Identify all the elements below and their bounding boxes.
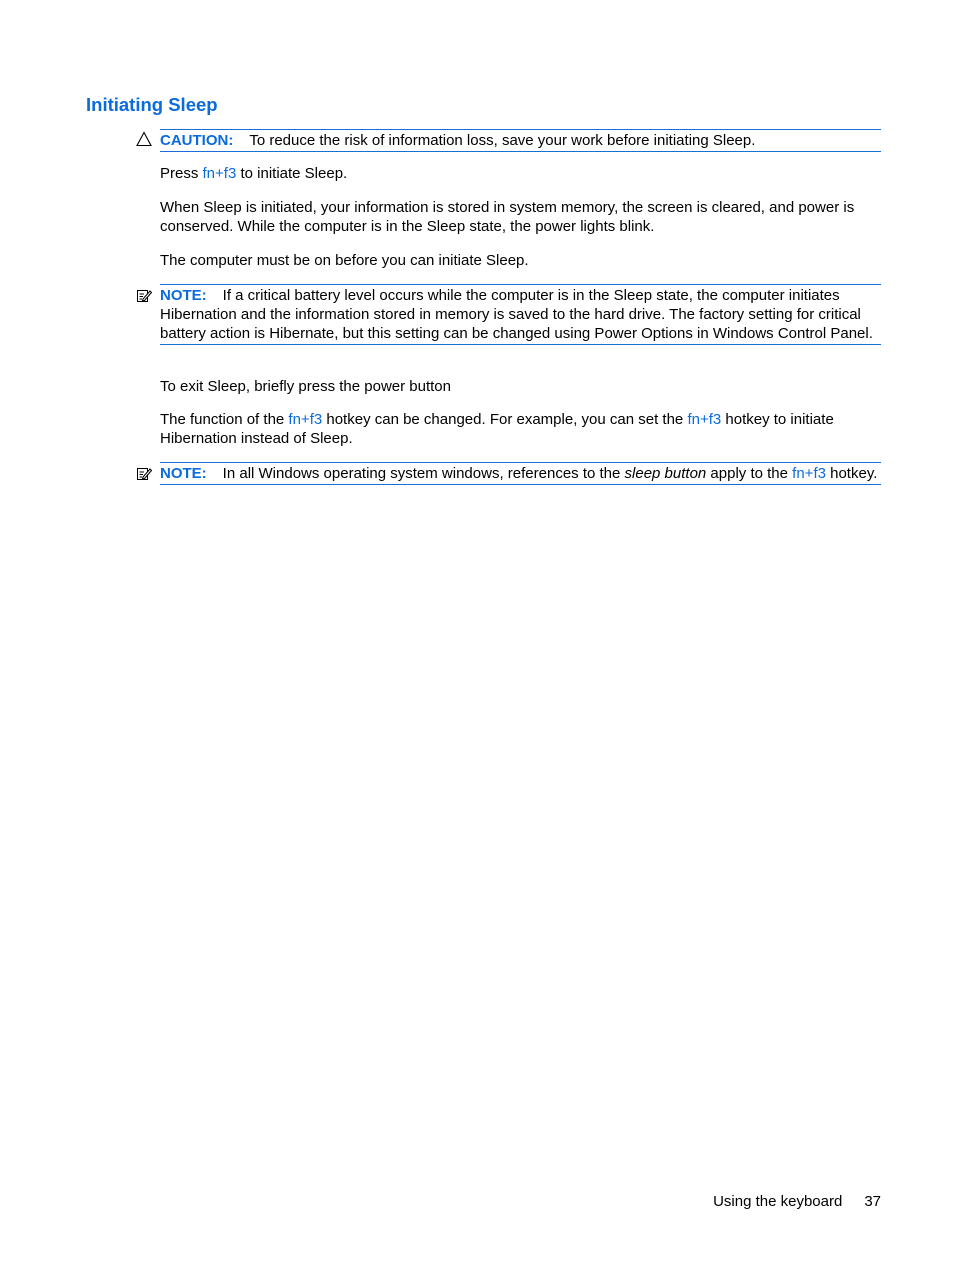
- text: Press: [160, 165, 203, 182]
- caution-box: [160, 129, 881, 152]
- footer-section-title: Using the keyboard: [713, 1193, 843, 1210]
- section-heading: Initiating Sleep: [86, 94, 218, 115]
- text: hotkey to initiate Hibernation instead of Sleep.: [160, 411, 834, 447]
- text: apply to the: [706, 465, 793, 482]
- text: In all Windows operating system windows, references to the: [222, 465, 625, 482]
- text: to initiate Sleep.: [236, 165, 348, 182]
- note-pencil-icon: [136, 465, 152, 481]
- caution-triangle-icon: [136, 131, 152, 147]
- exit-sleep-paragraph: To exit Sleep, briefly press the power button: [160, 378, 451, 395]
- hotkey-link[interactable]: fn+f3: [202, 165, 237, 182]
- note-box-2: [160, 462, 881, 485]
- hotkey-link[interactable]: fn+f3: [687, 411, 722, 428]
- press-paragraph: [160, 164, 882, 183]
- page-footer: [713, 1192, 881, 1211]
- note-label: NOTE:: [160, 287, 207, 304]
- text: The function of the: [160, 411, 289, 428]
- sleep-description-paragraph: When Sleep is initiated, your information is stored in system memory, the screen is cleared, and power is conserved. While the computer is in the Sleep state, the power lights blink.: [160, 199, 855, 235]
- text: hotkey can be changed. For example, you can set the: [322, 411, 688, 428]
- note-box-1: [160, 284, 881, 345]
- text: hotkey.: [825, 465, 878, 482]
- note-text: If a critical battery level occurs while the computer is in the Sleep state, the computer initiates Hibernation and the information stored in memory is saved to the hard drive. The factory setting for critical battery action is Hibernate, but this setting can be changed using Power Options in Windows Control Panel.: [160, 287, 873, 342]
- note-label: NOTE:: [160, 465, 207, 482]
- hotkey-link[interactable]: fn+f3: [792, 465, 826, 482]
- caution-label: CAUTION:: [160, 132, 234, 149]
- hotkey-function-paragraph: [160, 410, 882, 448]
- must-be-on-paragraph: The computer must be on before you can initiate Sleep.: [160, 252, 529, 269]
- sleep-button-term: sleep button: [624, 465, 707, 482]
- caution-text: To reduce the risk of information loss, save your work before initiating Sleep.: [249, 132, 756, 149]
- note-pencil-icon: [136, 287, 152, 303]
- hotkey-link[interactable]: fn+f3: [288, 411, 323, 428]
- page-number: 37: [864, 1193, 881, 1210]
